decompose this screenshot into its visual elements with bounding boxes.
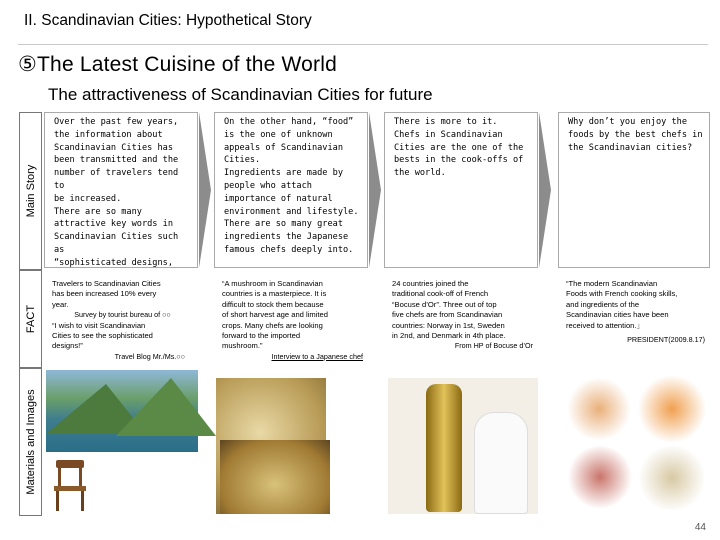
dish-image-1 — [566, 378, 632, 440]
slide-subtitle — [18, 52, 337, 77]
dish-image-4 — [638, 446, 706, 510]
mushroom-image — [220, 440, 330, 514]
fact-1-quote: “I wish to visit Scandinavian Cities to see the sophisticated designs!” — [52, 320, 153, 351]
main-story-cell-3: There is more to it. Chefs in Scandinavian Cities are the one of the bests in the cook-offs of the world. — [384, 112, 538, 268]
main-story-cell-4: Why don’t you enjoy the foods by the best chefs in the Scandinavian cities? — [558, 112, 710, 268]
fact-1-text: Travelers to Scandinavian Cities has been increased 10% every year. — [52, 279, 161, 309]
fact-2-source: Interview to a Japanese chef — [271, 351, 363, 361]
fact-3-source: From HP of Bocuse d’Or — [454, 341, 533, 351]
header-divider — [18, 44, 708, 45]
dish-image-3 — [568, 446, 632, 508]
slide-header-title: II. Scandinavian Cities: Hypothetical Story — [24, 12, 312, 29]
fjord-image — [46, 370, 198, 452]
subtitle-number: ⑤ — [18, 53, 38, 76]
main-story-cell-1: Over the past few years, the information about Scandinavian Cities has been transmitted and the number of travelers tend to be increased. There are so many attractive key words in Scandinavian Cities such as “sophisticated designs, — [44, 112, 198, 268]
flow-arrow-1 — [199, 112, 211, 268]
side-label-main-story — [19, 112, 42, 270]
fact-1-quote-source: Travel Blog Mr./Ms.○○ — [114, 351, 185, 361]
chair-image — [50, 456, 90, 512]
fact-3-text: 24 countries joined the traditional cook-off of French “Bocuse d’Or”. Three out of top five chefs are from Scandinavian countries: Norway in 1st, Sweden in 2nd, and Denmark in 4th place. — [392, 279, 506, 341]
fact-1-source: Survey by tourist bureau of ○○ — [74, 310, 171, 320]
section-heading: The attractiveness of Scandinavian Cities for future — [48, 85, 433, 104]
main-story-cell-2: On the other hand, “food” is the one of unknown appeals of Scandinavian Cities. Ingredients are made by people who attach importance of natural environment and lifestyle. There are so many great ingredients the Japanese famous chefs deeply into. — [214, 112, 368, 268]
flow-arrow-3 — [539, 112, 551, 268]
fact-4-text: “The modern Scandinavian Foods with French cooking skills, and ingredients of the Scandinavian cities have been received to attention.」 — [566, 279, 678, 330]
fact-cell-1 — [44, 275, 198, 365]
dish-image-2 — [638, 376, 706, 442]
side-label-materials-text: Materials and Images — [24, 389, 37, 495]
fact-cell-2 — [214, 275, 368, 365]
subtitle-text: The Latest Cuisine of the World — [37, 53, 337, 76]
fact-4-source: PRESIDENT(2009.8.17) — [627, 335, 705, 345]
side-label-fact-text: FACT — [24, 304, 37, 334]
fact-cell-4 — [558, 275, 710, 365]
side-label-fact — [19, 270, 42, 368]
fact-cell-3 — [384, 275, 538, 365]
side-label-materials — [19, 368, 42, 516]
page-number: 44 — [694, 522, 706, 533]
bocuse-dor-trophy-image — [388, 378, 538, 514]
side-label-main-story-text: Main Story — [24, 164, 37, 218]
fact-2-text: “A mushroom in Scandinavian countries is a masterpiece. It is difficult to stock them because of short harvest age and limited crops. Many chefs are looking forward to the imported mushroom.” — [222, 279, 328, 351]
flow-arrow-2 — [369, 112, 381, 268]
